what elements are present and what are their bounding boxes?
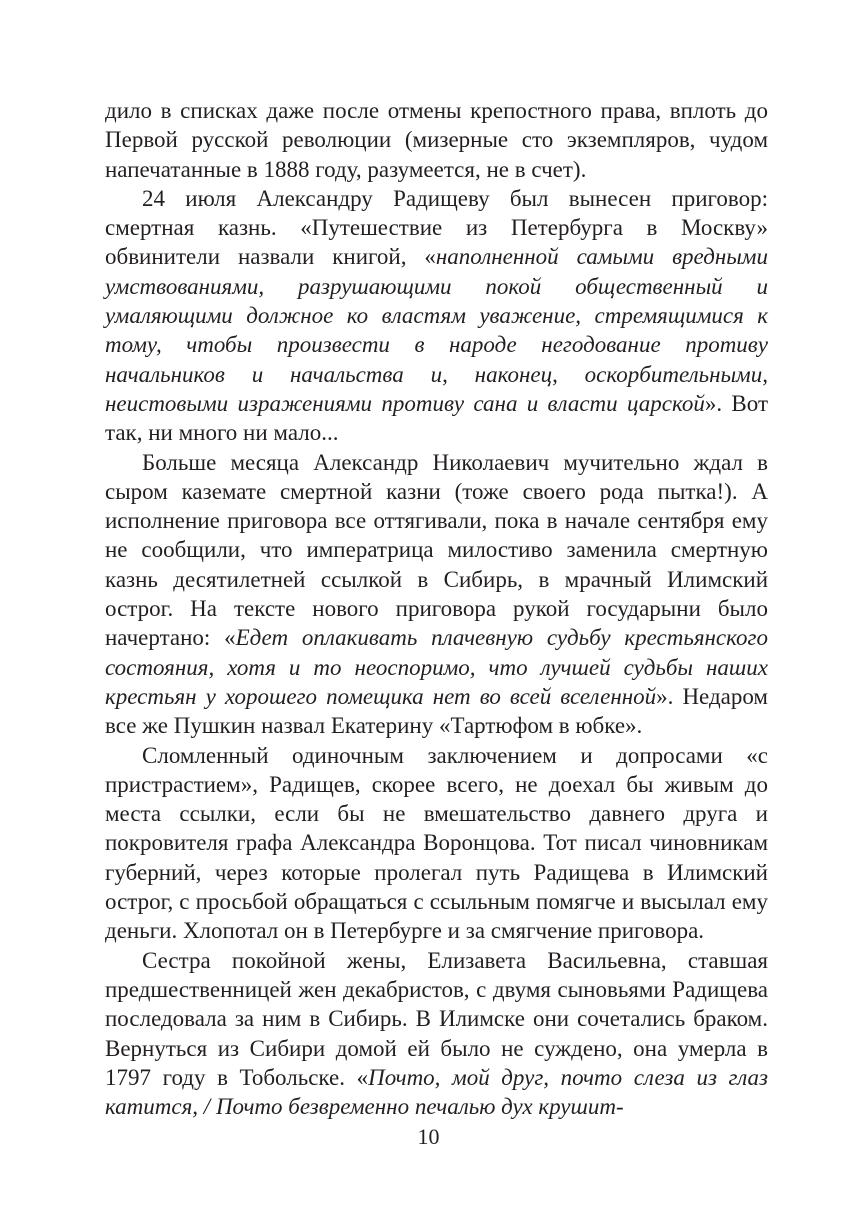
paragraph-2-run-3: ». Вот так, ни много ни мало... — [105, 390, 768, 446]
paragraph-1 — [105, 96, 768, 184]
paragraph-3 — [105, 448, 768, 741]
paragraph-2-run-1: 24 июля Александру Радищеву был вынесен приговор: смертная казнь. «Путешествие из Петербурга в Москву» обвинители назвали книгой, « — [105, 185, 768, 270]
paragraph-5 — [105, 946, 768, 1122]
paragraph-3-run-1: Больше месяца Александр Николаевич мучительно ждал в сыром каземате смертной казни (тоже своего рода пытка!). А исполнение приговора все оттягивали, пока в начале сентября ему не сообщили, что императрица милостиво заменила смертную казнь десятилетней ссылкой в Сибирь, в мрачный Илимский острог. На тексте нового приговора рукой государыни было начертано: « — [105, 449, 768, 651]
paragraph-2 — [105, 184, 768, 448]
paragraph-4 — [105, 741, 768, 946]
indictment-quote: наполненной самыми вредными умствованиями, разрушающими покой общественный и умаляющими должное ко властям уважение, стремящимися к тому, чтобы произвести в народе негодование противу начальников и начальства и, наконец, оскорбительными, неистовыми изражениями противу сана и власти царской — [105, 244, 768, 416]
paragraph-3-run-3: ». Недаром все же Пушкин назвал Екатерину «Тартюфом в юбке». — [105, 683, 768, 739]
body-text — [105, 96, 768, 1121]
paragraph-1-run-1: дило в списках даже после отмены крепостного права, вплоть до Первой русской революции (мизерные сто экземпляров, чудом напечатанные в 1888 году, разумеется, не в счет). — [105, 98, 768, 182]
paragraph-4-run-1: Сломленный одиночным заключением и допросами «с пристрастием», Радищев, скорее всего, не доехал бы живым до места ссылки, если бы не вмешательство давнего друга и покровителя графа Александра Воронцова. Тот писал чиновникам губерний, через которые пролегал путь Радищева в Илимский острог, с просьбой обращаться с ссыльным помягче и высылал ему деньги. Хлопотал он в Петербурге и за смягчение приговора. — [105, 742, 768, 944]
paragraph-5-run-1: Сестра покойной жены, Елизавета Васильевна, ставшая предшественницей жен декабристов, с двумя сыновьями Радищева последовала за ним в Сибирь. В Илимске они сочетались браком. Вернуться из Сибири домой ей было не суждено, она умерла в 1797 году в Тобольске. « — [105, 947, 768, 1090]
poem-quote: Почто, мой друг, почто слеза из глаз катится, / Почто безвременно печалью дух крушит- — [105, 1064, 769, 1120]
page-number: 10 — [417, 1124, 440, 1149]
empress-resolution-quote: Едет оплакивать плачевную судьбу крестьянского состояния, хотя и то неоспоримо, что лучшей судьбы наших крестьян у хорошего помещика нет во всей вселенной — [105, 625, 768, 709]
